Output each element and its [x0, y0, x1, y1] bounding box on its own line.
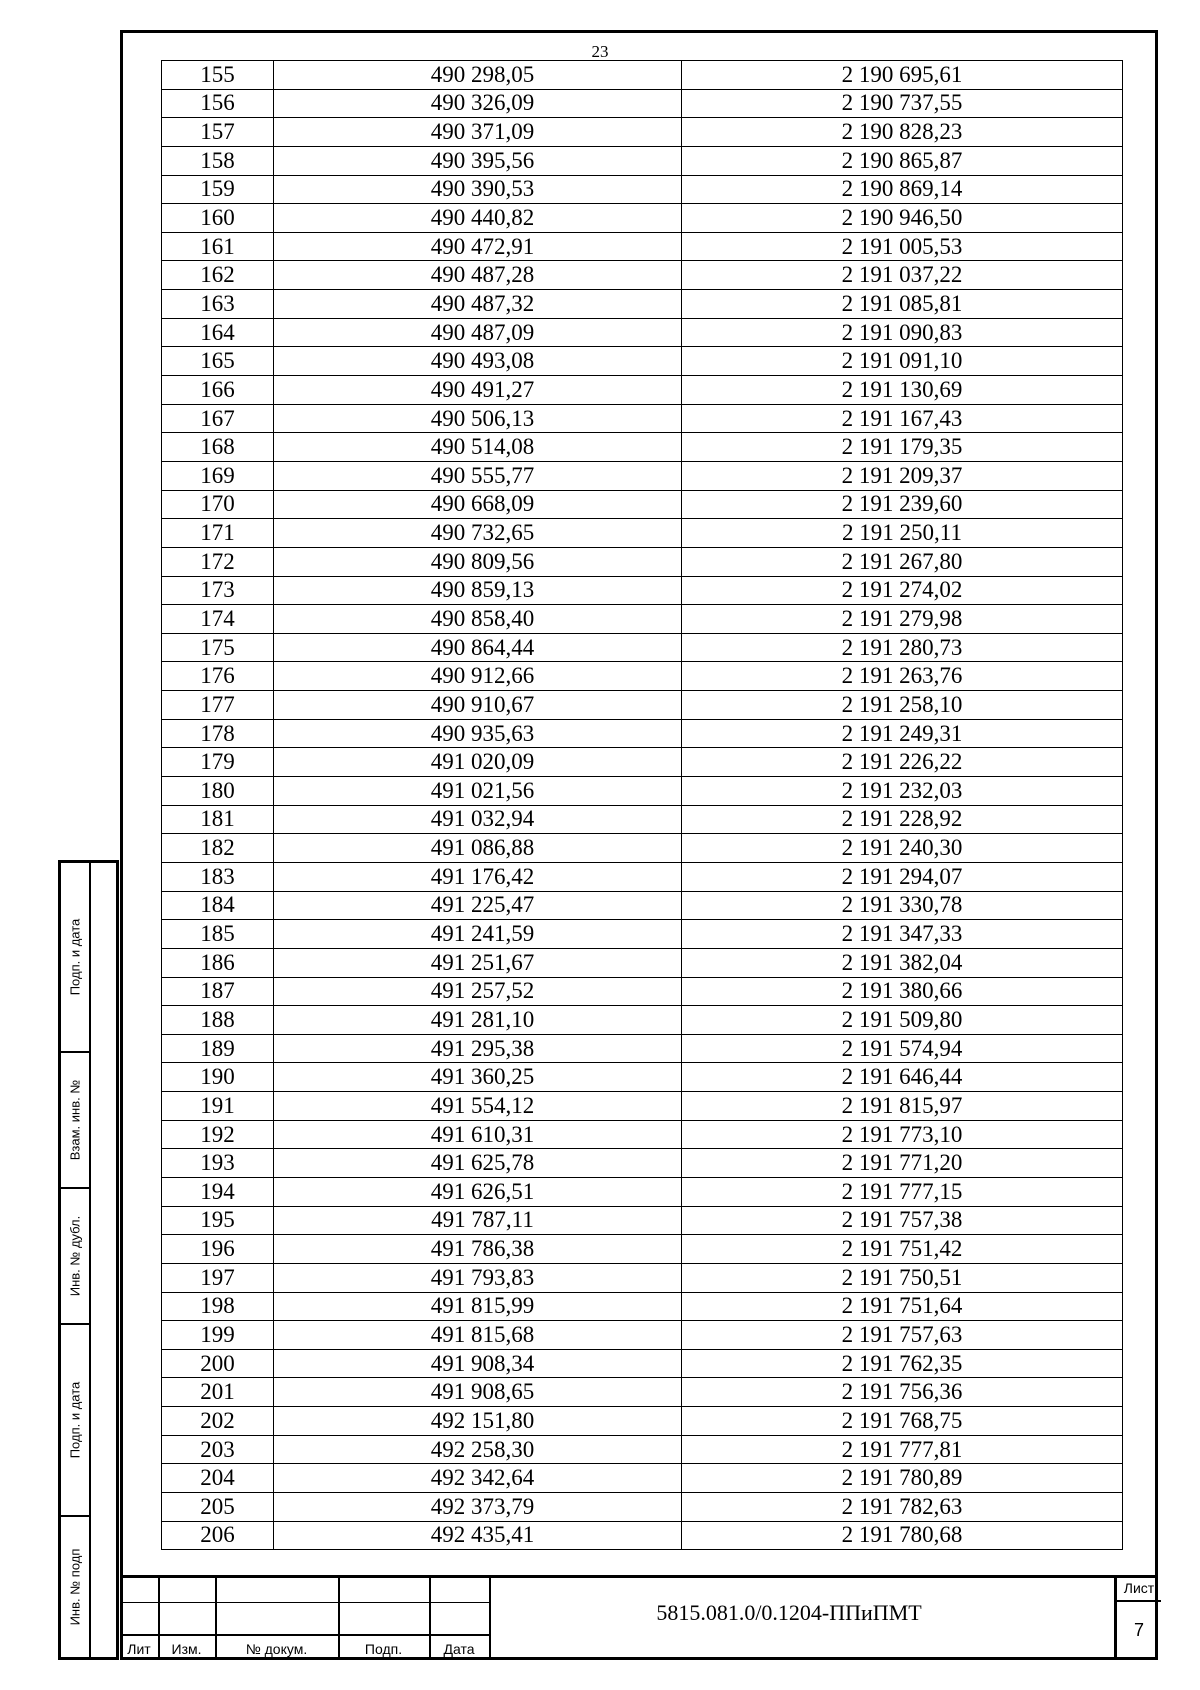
point-number-cell: 202: [162, 1407, 274, 1436]
point-number-cell: 164: [162, 318, 274, 347]
y-coordinate-cell: 2 191 780,89: [682, 1464, 1123, 1493]
point-number-cell: 189: [162, 1034, 274, 1063]
document-code: 5815.081.0/0.1204-ППиПМТ: [656, 1600, 922, 1625]
table-row: [162, 146, 1123, 175]
coordinates-table: [161, 60, 1123, 1550]
table-row: [162, 261, 1123, 290]
point-number-cell: 186: [162, 948, 274, 977]
page-number: 23: [591, 42, 609, 61]
y-coordinate-cell: 2 191 091,10: [682, 347, 1123, 376]
side-label: Взам. инв. №: [67, 1079, 83, 1161]
x-coordinate-cell: 491 295,38: [274, 1034, 682, 1063]
table-row: [162, 748, 1123, 777]
side-label: Инв. № дубл.: [67, 1215, 83, 1297]
y-coordinate-cell: 2 191 258,10: [682, 691, 1123, 720]
x-coordinate-cell: 491 225,47: [274, 891, 682, 920]
point-number-cell: 193: [162, 1149, 274, 1178]
y-coordinate-cell: 2 191 771,20: [682, 1149, 1123, 1178]
table-row: [162, 719, 1123, 748]
side-cell-replacement-inv: [61, 1053, 89, 1189]
point-number-cell: 179: [162, 748, 274, 777]
stamp-date-label: Дата: [443, 1641, 475, 1657]
point-number-cell: 200: [162, 1349, 274, 1378]
x-coordinate-cell: 490 371,09: [274, 118, 682, 147]
table-row: [162, 376, 1123, 405]
x-coordinate-cell: 490 487,28: [274, 261, 682, 290]
point-number-cell: 156: [162, 89, 274, 118]
point-number-cell: 187: [162, 977, 274, 1006]
point-number-cell: 158: [162, 146, 274, 175]
table-row: [162, 1235, 1123, 1264]
point-number-cell: 188: [162, 1006, 274, 1035]
side-cell-sign-date-1: [61, 863, 89, 1053]
stamp-change-label: Изм.: [171, 1641, 202, 1657]
table-row: [162, 948, 1123, 977]
table-row: [162, 1493, 1123, 1522]
table-row: [162, 605, 1123, 634]
table-row: [162, 1263, 1123, 1292]
table-row: [162, 290, 1123, 319]
y-coordinate-cell: 2 191 250,11: [682, 519, 1123, 548]
table-row: [162, 347, 1123, 376]
point-number-cell: 182: [162, 834, 274, 863]
x-coordinate-cell: 490 935,63: [274, 719, 682, 748]
point-number-cell: 206: [162, 1521, 274, 1550]
stamp-sign-label: Подп.: [364, 1641, 403, 1657]
point-number-cell: 157: [162, 118, 274, 147]
stamp-lit-label: Лит: [127, 1641, 151, 1657]
point-number-cell: 185: [162, 920, 274, 949]
table-row: [162, 1464, 1123, 1493]
table-row: [162, 1292, 1123, 1321]
sheet-label: Лист: [1123, 1580, 1155, 1596]
y-coordinate-cell: 2 191 509,80: [682, 1006, 1123, 1035]
y-coordinate-cell: 2 191 782,63: [682, 1493, 1123, 1522]
table-row: [162, 461, 1123, 490]
point-number-cell: 165: [162, 347, 274, 376]
y-coordinate-cell: 2 191 756,36: [682, 1378, 1123, 1407]
y-coordinate-cell: 2 191 762,35: [682, 1349, 1123, 1378]
y-coordinate-cell: 2 190 695,61: [682, 61, 1123, 90]
x-coordinate-cell: 491 908,34: [274, 1349, 682, 1378]
table-row: [162, 1149, 1123, 1178]
point-number-cell: 181: [162, 805, 274, 834]
point-number-cell: 155: [162, 61, 274, 90]
y-coordinate-cell: 2 191 090,83: [682, 318, 1123, 347]
y-coordinate-cell: 2 191 330,78: [682, 891, 1123, 920]
x-coordinate-cell: 492 258,30: [274, 1435, 682, 1464]
y-coordinate-cell: 2 191 757,38: [682, 1206, 1123, 1235]
table-row: [162, 691, 1123, 720]
x-coordinate-cell: 491 908,65: [274, 1378, 682, 1407]
y-coordinate-cell: 2 191 347,33: [682, 920, 1123, 949]
y-coordinate-cell: 2 191 574,94: [682, 1034, 1123, 1063]
point-number-cell: 178: [162, 719, 274, 748]
x-coordinate-cell: 490 395,56: [274, 146, 682, 175]
x-coordinate-cell: 491 787,11: [274, 1206, 682, 1235]
x-coordinate-cell: 492 342,64: [274, 1464, 682, 1493]
y-coordinate-cell: 2 191 382,04: [682, 948, 1123, 977]
x-coordinate-cell: 490 326,09: [274, 89, 682, 118]
point-number-cell: 204: [162, 1464, 274, 1493]
y-coordinate-cell: 2 190 828,23: [682, 118, 1123, 147]
table-row: [162, 920, 1123, 949]
table-row: [162, 576, 1123, 605]
y-coordinate-cell: 2 191 228,92: [682, 805, 1123, 834]
table-row: [162, 1378, 1123, 1407]
table-row: [162, 633, 1123, 662]
y-coordinate-cell: 2 191 780,68: [682, 1521, 1123, 1550]
x-coordinate-cell: 491 176,42: [274, 862, 682, 891]
point-number-cell: 192: [162, 1120, 274, 1149]
table-row: [162, 1120, 1123, 1149]
x-coordinate-cell: 492 373,79: [274, 1493, 682, 1522]
x-coordinate-cell: 491 360,25: [274, 1063, 682, 1092]
x-coordinate-cell: 490 858,40: [274, 605, 682, 634]
table-row: [162, 834, 1123, 863]
x-coordinate-cell: 490 506,13: [274, 404, 682, 433]
y-coordinate-cell: 2 191 167,43: [682, 404, 1123, 433]
point-number-cell: 169: [162, 461, 274, 490]
point-number-cell: 198: [162, 1292, 274, 1321]
side-label: Подп. и дата: [67, 1381, 83, 1459]
y-coordinate-cell: 2 191 280,73: [682, 633, 1123, 662]
y-coordinate-cell: 2 191 777,81: [682, 1435, 1123, 1464]
x-coordinate-cell: 490 912,66: [274, 662, 682, 691]
x-coordinate-cell: 491 625,78: [274, 1149, 682, 1178]
table-row: [162, 662, 1123, 691]
y-coordinate-cell: 2 191 294,07: [682, 862, 1123, 891]
side-cell-duplicate-inv: [61, 1189, 89, 1325]
table-row: [162, 175, 1123, 204]
point-number-cell: 171: [162, 519, 274, 548]
stamp-docno-label: № докум.: [245, 1641, 308, 1657]
y-coordinate-cell: 2 190 946,50: [682, 204, 1123, 233]
y-coordinate-cell: 2 191 757,63: [682, 1321, 1123, 1350]
point-number-cell: 205: [162, 1493, 274, 1522]
x-coordinate-cell: 490 440,82: [274, 204, 682, 233]
table-row: [162, 204, 1123, 233]
y-coordinate-cell: 2 191 130,69: [682, 376, 1123, 405]
table-row: [162, 433, 1123, 462]
y-coordinate-cell: 2 191 815,97: [682, 1092, 1123, 1121]
table-row: [162, 777, 1123, 806]
point-number-cell: 180: [162, 777, 274, 806]
table-row: [162, 1006, 1123, 1035]
x-coordinate-cell: 490 487,09: [274, 318, 682, 347]
y-coordinate-cell: 2 191 751,42: [682, 1235, 1123, 1264]
table-row: [162, 1034, 1123, 1063]
table-row: [162, 1521, 1123, 1550]
table-row: [162, 547, 1123, 576]
y-coordinate-cell: 2 191 777,15: [682, 1177, 1123, 1206]
point-number-cell: 163: [162, 290, 274, 319]
x-coordinate-cell: 492 151,80: [274, 1407, 682, 1436]
table-row: [162, 862, 1123, 891]
y-coordinate-cell: 2 191 249,31: [682, 719, 1123, 748]
y-coordinate-cell: 2 190 865,87: [682, 146, 1123, 175]
y-coordinate-cell: 2 191 267,80: [682, 547, 1123, 576]
sheet-number: 7: [1133, 1620, 1144, 1640]
point-number-cell: 159: [162, 175, 274, 204]
point-number-cell: 199: [162, 1321, 274, 1350]
table-row: [162, 89, 1123, 118]
point-number-cell: 167: [162, 404, 274, 433]
x-coordinate-cell: 491 815,68: [274, 1321, 682, 1350]
y-coordinate-cell: 2 191 232,03: [682, 777, 1123, 806]
y-coordinate-cell: 2 191 750,51: [682, 1263, 1123, 1292]
y-coordinate-cell: 2 191 179,35: [682, 433, 1123, 462]
table-row: [162, 1206, 1123, 1235]
point-number-cell: 173: [162, 576, 274, 605]
side-cell-original-inv: [61, 1517, 89, 1657]
x-coordinate-cell: 490 555,77: [274, 461, 682, 490]
point-number-cell: 191: [162, 1092, 274, 1121]
x-coordinate-cell: 490 390,53: [274, 175, 682, 204]
table-row: [162, 805, 1123, 834]
side-label: Инв. № подп: [67, 1548, 83, 1626]
x-coordinate-cell: 491 086,88: [274, 834, 682, 863]
side-stamp: [58, 860, 119, 1660]
table-row: [162, 318, 1123, 347]
table-row: [162, 1321, 1123, 1350]
x-coordinate-cell: 491 793,83: [274, 1263, 682, 1292]
point-number-cell: 176: [162, 662, 274, 691]
point-number-cell: 166: [162, 376, 274, 405]
x-coordinate-cell: 490 491,27: [274, 376, 682, 405]
table-row: [162, 1407, 1123, 1436]
point-number-cell: 190: [162, 1063, 274, 1092]
x-coordinate-cell: 490 809,56: [274, 547, 682, 576]
point-number-cell: 197: [162, 1263, 274, 1292]
y-coordinate-cell: 2 191 274,02: [682, 576, 1123, 605]
point-number-cell: 174: [162, 605, 274, 634]
point-number-cell: 184: [162, 891, 274, 920]
point-number-cell: 194: [162, 1177, 274, 1206]
x-coordinate-cell: 491 554,12: [274, 1092, 682, 1121]
y-coordinate-cell: 2 190 869,14: [682, 175, 1123, 204]
point-number-cell: 177: [162, 691, 274, 720]
x-coordinate-cell: 490 472,91: [274, 232, 682, 261]
y-coordinate-cell: 2 191 209,37: [682, 461, 1123, 490]
y-coordinate-cell: 2 191 037,22: [682, 261, 1123, 290]
y-coordinate-cell: 2 191 005,53: [682, 232, 1123, 261]
side-cell-sign-date-2: [61, 1325, 89, 1517]
title-block: [120, 1575, 1158, 1660]
point-number-cell: 201: [162, 1378, 274, 1407]
point-number-cell: 203: [162, 1435, 274, 1464]
y-coordinate-cell: 2 191 226,22: [682, 748, 1123, 777]
x-coordinate-cell: 491 281,10: [274, 1006, 682, 1035]
point-number-cell: 160: [162, 204, 274, 233]
coordinates-table-body: [162, 61, 1123, 1550]
x-coordinate-cell: 490 514,08: [274, 433, 682, 462]
x-coordinate-cell: 490 493,08: [274, 347, 682, 376]
x-coordinate-cell: 490 864,44: [274, 633, 682, 662]
table-row: [162, 1177, 1123, 1206]
y-coordinate-cell: 2 191 263,76: [682, 662, 1123, 691]
y-coordinate-cell: 2 190 737,55: [682, 89, 1123, 118]
table-row: [162, 1063, 1123, 1092]
x-coordinate-cell: 490 298,05: [274, 61, 682, 90]
point-number-cell: 161: [162, 232, 274, 261]
table-row: [162, 118, 1123, 147]
point-number-cell: 170: [162, 490, 274, 519]
table-row: [162, 891, 1123, 920]
table-row: [162, 61, 1123, 90]
x-coordinate-cell: 492 435,41: [274, 1521, 682, 1550]
table-row: [162, 232, 1123, 261]
x-coordinate-cell: 491 257,52: [274, 977, 682, 1006]
table-row: [162, 1349, 1123, 1378]
x-coordinate-cell: 490 910,67: [274, 691, 682, 720]
x-coordinate-cell: 491 021,56: [274, 777, 682, 806]
x-coordinate-cell: 491 610,31: [274, 1120, 682, 1149]
point-number-cell: 168: [162, 433, 274, 462]
point-number-cell: 196: [162, 1235, 274, 1264]
y-coordinate-cell: 2 191 646,44: [682, 1063, 1123, 1092]
y-coordinate-cell: 2 191 240,30: [682, 834, 1123, 863]
table-row: [162, 404, 1123, 433]
x-coordinate-cell: 490 668,09: [274, 490, 682, 519]
x-coordinate-cell: 491 251,67: [274, 948, 682, 977]
point-number-cell: 183: [162, 862, 274, 891]
table-row: [162, 1092, 1123, 1121]
table-row: [162, 977, 1123, 1006]
table-row: [162, 490, 1123, 519]
x-coordinate-cell: 491 626,51: [274, 1177, 682, 1206]
x-coordinate-cell: 491 241,59: [274, 920, 682, 949]
x-coordinate-cell: 490 732,65: [274, 519, 682, 548]
y-coordinate-cell: 2 191 239,60: [682, 490, 1123, 519]
x-coordinate-cell: 491 786,38: [274, 1235, 682, 1264]
side-label: Подп. и дата: [67, 918, 83, 996]
y-coordinate-cell: 2 191 085,81: [682, 290, 1123, 319]
sheet-box: [1114, 1578, 1161, 1660]
point-number-cell: 172: [162, 547, 274, 576]
x-coordinate-cell: 490 859,13: [274, 576, 682, 605]
x-coordinate-cell: 491 032,94: [274, 805, 682, 834]
point-number-cell: 195: [162, 1206, 274, 1235]
table-row: [162, 1435, 1123, 1464]
point-number-cell: 162: [162, 261, 274, 290]
x-coordinate-cell: 491 020,09: [274, 748, 682, 777]
y-coordinate-cell: 2 191 768,75: [682, 1407, 1123, 1436]
x-coordinate-cell: 491 815,99: [274, 1292, 682, 1321]
y-coordinate-cell: 2 191 751,64: [682, 1292, 1123, 1321]
y-coordinate-cell: 2 191 380,66: [682, 977, 1123, 1006]
point-number-cell: 175: [162, 633, 274, 662]
table-row: [162, 519, 1123, 548]
y-coordinate-cell: 2 191 279,98: [682, 605, 1123, 634]
y-coordinate-cell: 2 191 773,10: [682, 1120, 1123, 1149]
x-coordinate-cell: 490 487,32: [274, 290, 682, 319]
